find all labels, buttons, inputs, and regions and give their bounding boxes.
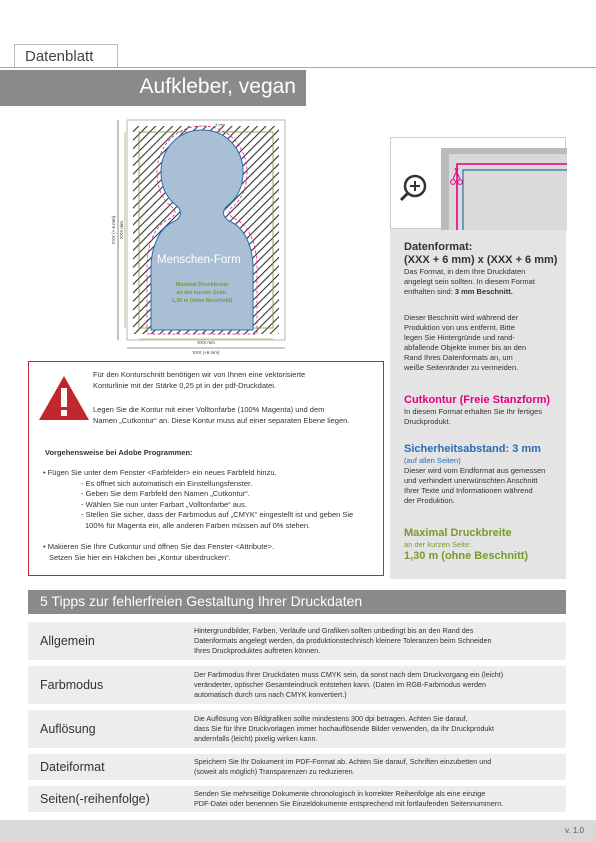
tip-label: Dateiformat bbox=[40, 760, 105, 774]
safe-text-1: Dieser wird vom Endformat aus gemessen bbox=[404, 466, 546, 475]
tip-row bbox=[28, 710, 566, 748]
safe-title: Sicherheitsabstand: 3 mm bbox=[404, 443, 541, 455]
tip-text: veränderter, optischer Gesamteindruck entstehen kann. (Daten im RGB-Farbmodus werden bbox=[194, 680, 487, 689]
format-title: Datenformat: bbox=[404, 241, 473, 253]
warn-step-4: - Wählen Sie nun unter Farbart „Volltonfarbe“ aus. bbox=[81, 499, 247, 509]
shape-label: Menschen-Form bbox=[157, 254, 241, 266]
warn-p1-2: Konturlinie mit der Stärke 0,25 pt in der pdf-Druckdatei. bbox=[93, 380, 277, 390]
warning-box bbox=[28, 361, 384, 576]
warn-step-3: - Geben Sie dem Farbfeld den Namen „Cutkontur“. bbox=[81, 489, 250, 498]
tip-text: andernfalls (leicht) pixelig wirken kann. bbox=[194, 734, 318, 743]
top-bar bbox=[0, 0, 596, 34]
warn-p2-1: Legen Sie die Kontur mit einer Volltonfarbe (100% Magenta) und dem bbox=[93, 405, 325, 414]
max-sub: an der kurzen Seite: bbox=[404, 540, 472, 549]
warn-step2-2: Setzen Sie hier ein Häkchen bei „Kontur überdrucken“. bbox=[49, 552, 231, 562]
version-label: v. 1.0 bbox=[565, 826, 584, 835]
format-diagram bbox=[105, 108, 295, 358]
tip-text: (soweit als möglich) Transparenzen zu reduzieren. bbox=[194, 767, 355, 776]
zoom-detail bbox=[390, 137, 566, 229]
tip-row bbox=[28, 786, 566, 812]
safe-text-4: der Produktion. bbox=[404, 496, 455, 505]
print-width-line-3: 1,30 m (ohne Beschnitt) bbox=[171, 298, 233, 304]
max-title: Maximal Druckbreite bbox=[404, 527, 512, 539]
bleed-text-4: abfallende Objekte immer bis an den bbox=[404, 343, 527, 352]
tip-text: Datenformats angelegt werden, da produktionstechnisch kleinere Toleranzen beim Schneiden bbox=[194, 636, 492, 645]
tip-label: Allgemein bbox=[40, 634, 95, 648]
bleed-text-2: Produktion von uns entfernt. Bitte bbox=[404, 323, 515, 332]
warn-step-6: 100% für Magenta ein, alle anderen Farben müssen auf 0% stehen. bbox=[85, 520, 311, 530]
tip-text: Der Farbmodus Ihrer Druckdaten muss CMYK sein, da sonst nach dem Druckvorgang ein (leicht) bbox=[194, 670, 504, 679]
tip-text: Hintergrundbilder, Farben, Verläufe und Grafiken sollten unbedingt bis an den Rand des bbox=[194, 626, 474, 635]
cut-title: Cutkontur (Freie Stanzform) bbox=[404, 394, 551, 406]
tips-band bbox=[28, 590, 566, 614]
dim-bottom-outer: XXX (+6 mm) bbox=[192, 350, 220, 355]
warn-step2-1: • Makieren Sie Ihre Cutkontur und öffnen Sie das Fenster <Attribute>. bbox=[43, 542, 274, 551]
warn-step-5: - Stellen Sie sicher, dass der Farbmodus auf „CMYK“ eingestellt ist und geben Sie bbox=[81, 510, 354, 519]
max-value: 1,30 m (ohne Beschnitt) bbox=[404, 550, 529, 562]
tip-text: Senden Sie mehrseitige Dokumente chronologisch in korrekter Reihenfolge als eine einzige bbox=[194, 789, 486, 798]
tip-row bbox=[28, 666, 566, 704]
warn-p1-1: Für den Konturschnitt benötigen wir von Ihnen eine vektorisierte bbox=[93, 370, 306, 379]
warn-step-2: - Es öffnet sich automatisch ein Einstellungsfenster. bbox=[81, 478, 253, 488]
bleed-text-6: weiße Seitenränder zu vermeiden. bbox=[404, 363, 519, 372]
tip-row bbox=[28, 622, 566, 660]
warn-heading: Vorgehensweise bei Adobe Programmen: bbox=[45, 448, 193, 457]
cut-text-2: Druckprodukt. bbox=[404, 417, 451, 426]
format-value: (XXX + 6 mm) x (XXX + 6 mm) bbox=[404, 254, 558, 266]
sheet-tab: Datenblatt bbox=[14, 44, 118, 68]
tip-text: Ihres Druckproduktes auftreten können. bbox=[194, 646, 321, 655]
safe-text-2: und verhindert unerwünschten Anschnitt bbox=[404, 476, 538, 485]
footer-bar bbox=[0, 820, 596, 842]
tip-text: Speichern Sie Ihr Dokument im PDF-Format ab. Achten Sie darauf, Schriften einzubetten und bbox=[194, 757, 492, 766]
safe-text-3: Ihrer Texte und Informationen während bbox=[404, 486, 533, 495]
format-text-1: Das Format, in dem Ihre Druckdaten bbox=[404, 267, 526, 276]
tips-title: 5 Tipps zur fehlerfreien Gestaltung Ihrer Druckdaten bbox=[40, 593, 363, 609]
dim-left-outer: XXX (+ 6 mm) bbox=[111, 215, 116, 245]
safe-sub: (auf allen Seiten) bbox=[404, 456, 461, 465]
warn-step-1: • Fügen Sie unter dem Fenster <Farbfelder> ein neues Farbfeld hinzu. bbox=[43, 468, 277, 477]
tip-label: Auflösung bbox=[40, 722, 96, 736]
format-text-3: enthalten sind: bbox=[404, 287, 455, 296]
title-band bbox=[0, 70, 306, 106]
tip-text: dass Sie für Ihre Druckvorlagen immer hochauflösende Bilder verwenden, da Ihr Druckprodukt bbox=[194, 724, 495, 733]
page-title: Aufkleber, vegan bbox=[139, 75, 296, 98]
warning-icon bbox=[37, 374, 91, 422]
dim-bottom-inner: XXX mm bbox=[197, 340, 215, 345]
tip-row bbox=[28, 754, 566, 780]
tip-text: PDF-Datei oder benennen Sie Einzeldokumente entsprechend mit fortlaufenden Seitennummern. bbox=[194, 799, 504, 808]
bleed-text-3: legen Sie Hintergründe und rand- bbox=[404, 333, 515, 342]
dim-left-inner: XXX mm bbox=[119, 221, 124, 239]
warn-p2-2: Namen „Cutkontur“ an. Diese Kontur muss auf einer separaten Ebene liegen. bbox=[93, 415, 350, 425]
format-text-2: angelegt sein sollten. In diesem Format bbox=[404, 277, 535, 286]
tip-text: Die Auflösung von Bildgrafiken sollte mindestens 300 dpi betragen. Achten Sie darauf, bbox=[194, 714, 468, 723]
tip-label: Seiten(-reihenfolge) bbox=[40, 792, 150, 806]
tip-label: Farbmodus bbox=[40, 678, 104, 692]
dim-corner: 3 mm bbox=[215, 122, 225, 127]
bleed-text-1: Dieser Beschnitt wird während der bbox=[404, 313, 519, 322]
bleed-text-5: Rand Ihres Datenformats an, um bbox=[404, 353, 513, 362]
print-width-line-1: Maximal Druckbreite bbox=[175, 282, 229, 288]
cut-text-1: In diesem Format erhalten Sie Ihr fertiges bbox=[404, 407, 542, 416]
divider bbox=[0, 67, 596, 68]
print-width-line-2: an der kurzen Seite: bbox=[176, 290, 228, 296]
format-bold: 3 mm Beschnitt. bbox=[454, 287, 513, 296]
zoom-illustration bbox=[391, 138, 567, 230]
tip-text: automatisch durch uns nach CMYK konvertiert.) bbox=[194, 690, 347, 699]
